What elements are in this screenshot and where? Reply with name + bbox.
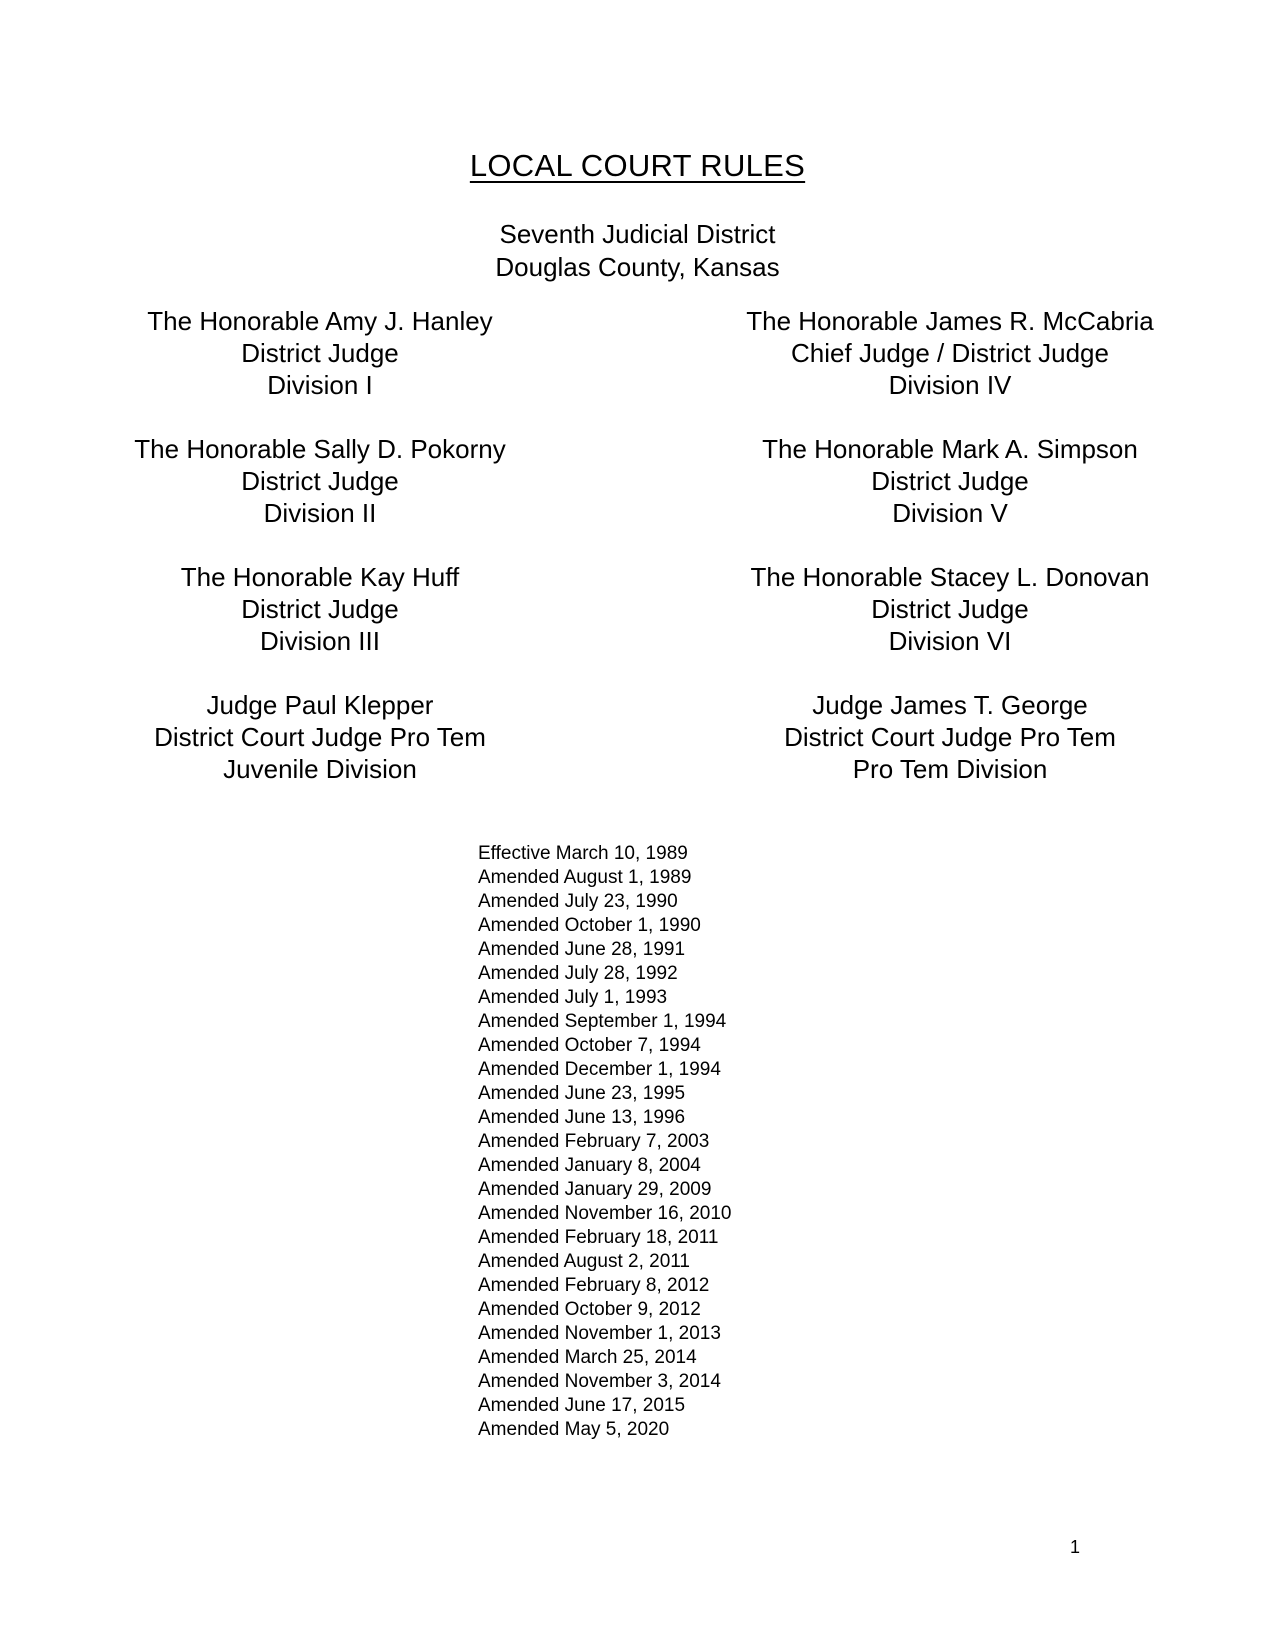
judge-role: District Judge (871, 594, 1029, 624)
amendment-entry: Amended June 17, 2015 (478, 1395, 686, 1416)
judge-block-juvenile (110, 689, 530, 785)
amendment-entry: Amended October 7, 1994 (478, 1035, 701, 1056)
judge-name: The Honorable Mark A. Simpson (762, 434, 1138, 464)
judge-division: Division V (892, 498, 1008, 528)
judge-role: District Court Judge Pro Tem (784, 722, 1116, 752)
judge-block-division-2 (110, 433, 530, 529)
amendment-entry: Amended July 23, 1990 (478, 891, 678, 912)
document-title (0, 148, 1275, 184)
judge-name: The Honorable James R. McCabria (746, 306, 1154, 336)
amendment-entry: Amended January 29, 2009 (478, 1179, 712, 1200)
title-text: LOCAL COURT RULES (469, 148, 806, 183)
amendment-entry: Amended December 1, 1994 (478, 1059, 721, 1080)
page-number: 1 (1070, 1537, 1081, 1557)
judge-division: Division IV (888, 370, 1012, 400)
amendment-entry: Amended February 8, 2012 (478, 1275, 710, 1296)
amendment-entry: Amended October 1, 1990 (478, 915, 701, 936)
judge-block-division-3 (110, 561, 530, 657)
judge-name: Judge Paul Klepper (206, 690, 434, 720)
judge-block-division-6 (720, 561, 1180, 657)
amendment-entry: Amended February 18, 2011 (478, 1227, 719, 1248)
judge-division: Division I (267, 370, 373, 400)
amendment-entry: Amended July 1, 1993 (478, 987, 668, 1008)
judge-name: Judge James T. George (812, 690, 1088, 720)
judge-name: The Honorable Kay Huff (180, 562, 460, 592)
judge-role: District Judge (241, 338, 399, 368)
amendment-entry: Amended September 1, 1994 (478, 1011, 727, 1032)
judge-role: District Judge (241, 466, 399, 496)
amendment-entry: Amended October 9, 2012 (478, 1299, 701, 1320)
judge-role: Chief Judge / District Judge (791, 338, 1109, 368)
judge-division: Juvenile Division (223, 754, 417, 784)
amendment-entry: Amended November 1, 2013 (478, 1323, 721, 1344)
judge-block-division-1 (110, 305, 530, 401)
judge-name: The Honorable Stacey L. Donovan (750, 562, 1150, 592)
district-heading (0, 218, 1275, 284)
judge-role: District Judge (241, 594, 399, 624)
judge-role: District Court Judge Pro Tem (154, 722, 486, 752)
amendment-history (478, 842, 732, 1442)
judge-block-division-5 (720, 433, 1180, 529)
district-name: Seventh Judicial District (499, 219, 776, 249)
judge-division: Division VI (888, 626, 1012, 656)
amendment-entry: Effective March 10, 1989 (478, 843, 688, 864)
county-name: Douglas County, Kansas (495, 252, 780, 282)
judge-block-division-4 (720, 305, 1180, 401)
amendment-entry: Amended August 1, 1989 (478, 867, 692, 888)
amendment-entry: Amended May 5, 2020 (478, 1419, 670, 1440)
judge-division: Pro Tem Division (852, 754, 1048, 784)
amendment-entry: Amended July 28, 1992 (478, 963, 678, 984)
amendment-entry: Amended November 16, 2010 (478, 1203, 732, 1224)
amendment-entry: Amended January 8, 2004 (478, 1155, 701, 1176)
amendment-entry: Amended March 25, 2014 (478, 1347, 697, 1368)
judge-division: Division II (263, 498, 377, 528)
amendment-entry: Amended August 2, 2011 (478, 1251, 690, 1272)
judge-block-pro-tem (720, 689, 1180, 785)
judge-role: District Judge (871, 466, 1029, 496)
amendment-entry: Amended June 28, 1991 (478, 939, 686, 960)
judge-division: Division III (260, 626, 380, 656)
amendment-entry: Amended November 3, 2014 (478, 1371, 721, 1392)
judge-name: The Honorable Sally D. Pokorny (134, 434, 506, 464)
amendment-entry: Amended June 13, 1996 (478, 1107, 686, 1128)
amendment-entry: Amended February 7, 2003 (478, 1131, 710, 1152)
amendment-entry: Amended June 23, 1995 (478, 1083, 686, 1104)
judge-name: The Honorable Amy J. Hanley (147, 306, 493, 336)
